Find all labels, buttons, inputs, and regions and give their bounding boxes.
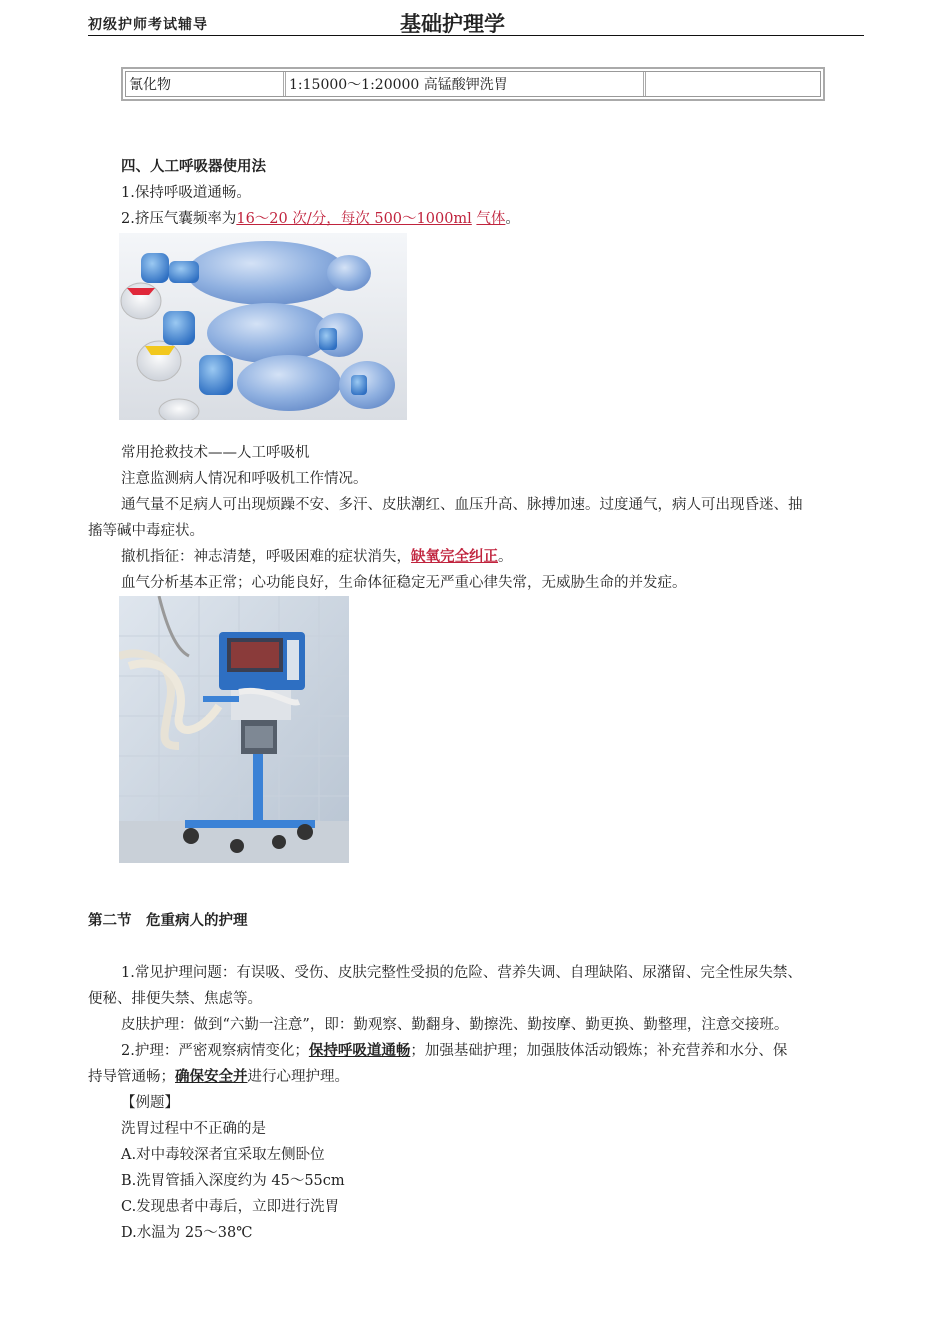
weaning-indications: [121, 548, 513, 566]
example-tag: 【例题】: [121, 1095, 179, 1111]
ventilator-image: [119, 596, 349, 863]
text: 。: [505, 211, 520, 227]
ventilator-monitor-note: 注意监测病人情况和呼吸机工作情况。: [121, 471, 368, 487]
table-cell-empty: [646, 72, 820, 96]
ventilation-effects-line2: 搐等碱中毒症状。: [88, 523, 204, 539]
poison-table: [121, 67, 825, 101]
option-c: C.发现患者中毒后，立即进行洗胃: [121, 1199, 340, 1215]
text: 。: [498, 549, 513, 565]
text: 撤机指征：神志清楚，呼吸困难的症状消失，: [121, 549, 411, 565]
highlight-safety: 确保安全并: [175, 1069, 248, 1085]
nursing-care-line2: [88, 1068, 349, 1086]
option-b: B.洗胃管插入深度约为 45～55cm: [121, 1173, 345, 1189]
respirator-point-2: [121, 210, 520, 228]
ventilator-title: 常用抢救技术——人工呼吸机: [121, 445, 310, 461]
table-cell-poison: 氰化物: [126, 72, 286, 96]
option-a: A.对中毒较深者宜采取左侧卧位: [121, 1147, 325, 1163]
nursing-problems-line2: 便秘、排便失禁、焦虑等。: [88, 991, 262, 1007]
header-rule: [88, 35, 864, 36]
nursing-care-line1: [121, 1042, 787, 1060]
respirator-point-1: 1.保持呼吸道通畅。: [121, 185, 251, 201]
text: 2.挤压气囊频率为: [121, 211, 237, 227]
nursing-problems-line1: 1.常见护理问题：有误吸、受伤、皮肤完整性受损的危险、营养失调、自理缺陷、尿潴留、完全性尿失禁、: [121, 965, 802, 981]
text: ；加强基础护理；加强肢体活动锻炼；补充营养和水分、保: [410, 1043, 788, 1059]
option-d: D.水温为 25～38℃: [121, 1225, 253, 1241]
section-title-critical-care: 第二节 危重病人的护理: [88, 913, 248, 929]
header-left: 初级护师考试辅导: [88, 17, 208, 33]
ventilation-effects-line1: 通气量不足病人可出现烦躁不安、多汗、皮肤潮红、血压升高、脉搏加速。过度通气，病人可出现昏迷、抽: [121, 497, 803, 513]
header-title: 基础护理学: [400, 12, 505, 36]
table-cell-solution: 1:15000～1:20000 高锰酸钾洗胃: [286, 72, 646, 96]
weaning-criteria: 血气分析基本正常；心功能良好，生命体征稳定无严重心律失常，无威胁生命的并发症。: [121, 575, 687, 591]
text: 进行心理护理。: [247, 1069, 349, 1085]
skin-care: 皮肤护理：做到“六勤一注意”，即：勤观察、勤翻身、勤擦洗、勤按摩、勤更换、勤整理，注意交接班。: [121, 1017, 789, 1033]
highlight-rate: 16～20 次/分，每次 500～1000ml: [236, 211, 472, 227]
highlight-airway: 保持呼吸道通畅: [308, 1043, 411, 1059]
highlight-hypoxia: 缺氧完全纠正: [411, 549, 498, 565]
highlight-gas: 气体: [476, 211, 506, 227]
example-question: 洗胃过程中不正确的是: [121, 1121, 266, 1137]
text: 持导管通畅；: [88, 1069, 175, 1085]
bag-valve-mask-image: [119, 233, 407, 420]
section-title-respirator: 四、人工呼吸器使用法: [121, 159, 266, 175]
text: 2.护理：严密观察病情变化；: [121, 1043, 309, 1059]
